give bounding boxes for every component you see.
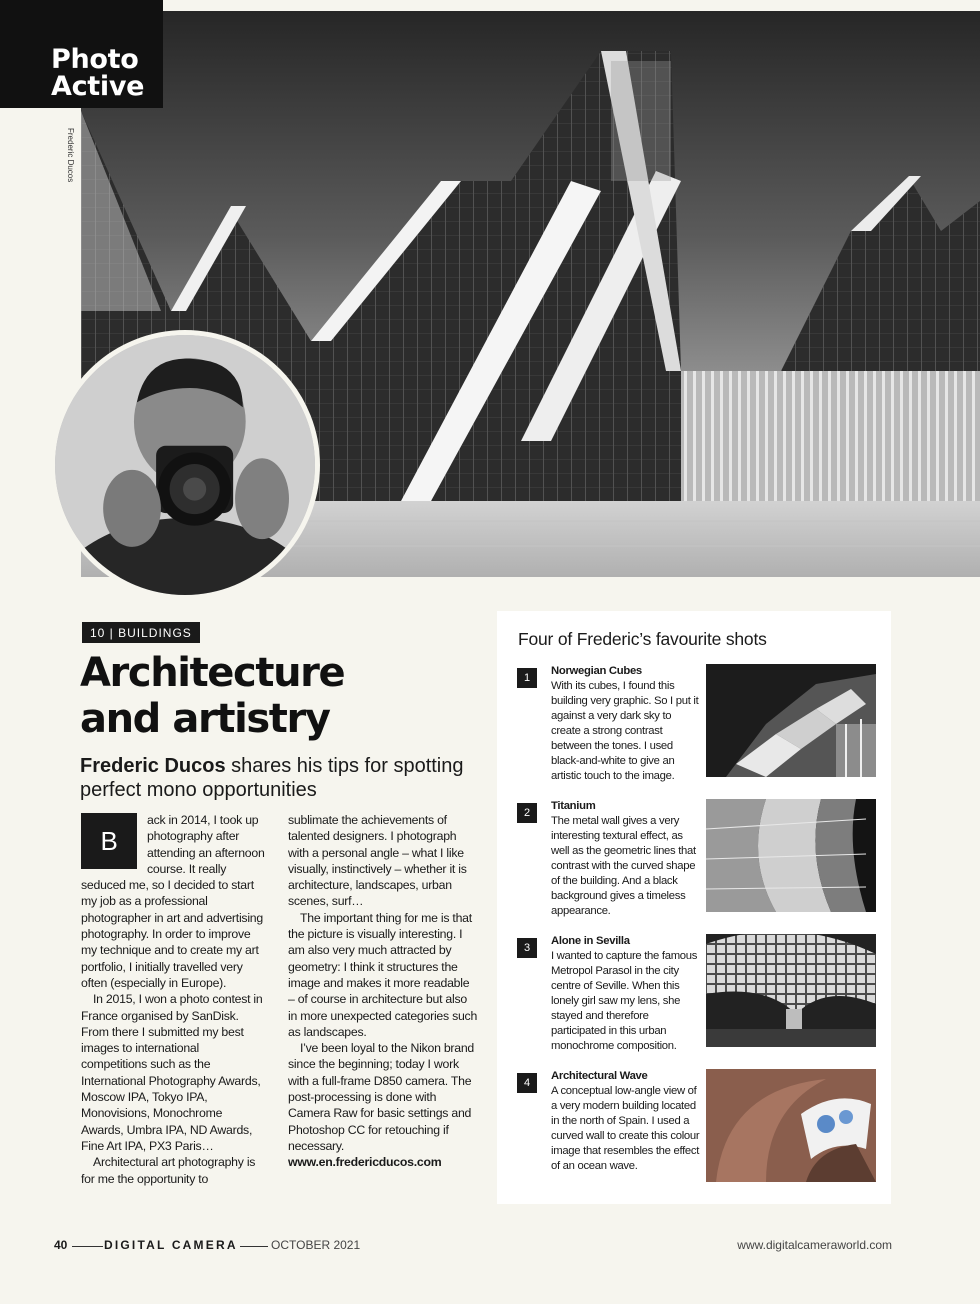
photo-credit <box>63 128 75 183</box>
page-number: 40 <box>54 1238 68 1252</box>
body-paragraph: The important thing for me is that the picture is visually interesting. I am also very much attracted by geometry: I think it structures the image and makes it more readable – of course in architecture but also in more unexpected categories such as landscapes. <box>288 910 478 1039</box>
favourite-shots-sidebar <box>497 611 891 1204</box>
headline <box>80 650 480 742</box>
shot-image-architectural-wave <box>706 1069 876 1182</box>
body-paragraph: I’ve been loyal to the Nikon brand since the beginning; today I work with a full-frame D850 camera. The post-processing is done with Camera Raw for basic settings and Photoshop CC for retouching if necessary. <box>288 1041 475 1153</box>
body-column-2 <box>288 812 478 1171</box>
shot-caption <box>551 934 703 1054</box>
drop-cap: B <box>81 813 137 869</box>
headline-line-1: Architecture <box>80 650 345 696</box>
body-paragraph-text: ack in 2014, I took up photography after attending an afternoon course. It really seduced me, so I decided to start my job as a professional photographer in art and advertising photography. In order to improve my technique and to create my art portfolio, I initially travelled very often (especially in Europe). <box>81 813 265 990</box>
magazine-name: DIGITAL CAMERA <box>104 1238 238 1252</box>
shot-image-alone-in-sevilla <box>706 934 876 1047</box>
website-url[interactable]: www.digitalcameraworld.com <box>737 1238 892 1252</box>
headline-line-2: and artistry <box>80 696 330 742</box>
section-tag: 10 | BUILDINGS <box>82 622 200 643</box>
shot-description: With its cubes, I found this building very graphic. So I put it against a very dark sky to create a strong contrast between the tones. I used black-and-white to give an artistic touch to the image. <box>551 680 699 782</box>
shot-caption <box>551 1069 703 1174</box>
footer-rule <box>240 1246 268 1247</box>
shot-title: Titanium <box>551 800 596 812</box>
photographer-portrait <box>50 330 320 600</box>
shot-title: Norwegian Cubes <box>551 665 642 677</box>
shot-number: 3 <box>517 938 537 958</box>
shot-title: Alone in Sevilla <box>551 935 630 947</box>
website-link[interactable]: www.en.fredericducos.com <box>288 1155 442 1170</box>
badge-line-1: Photo <box>51 44 139 75</box>
sidebar-title: Four of Frederic’s favourite shots <box>518 629 767 649</box>
shot-title: Architectural Wave <box>551 1070 648 1082</box>
badge-line-2: Active <box>51 71 145 102</box>
shot-number: 4 <box>517 1073 537 1093</box>
shot-description: A conceptual low-angle view of a very modern building located in the north of Spain. I used a curved wall to create this colour image that resembles the effect of an ocean wave. <box>551 1085 700 1172</box>
body-paragraph: sublimate the achievements of talented designers. I photograph with a personal angle – what I like visually, instinctively – whether it is architecture, landscapes, urban scenes, surf… <box>288 813 467 909</box>
standfirst <box>80 754 480 802</box>
standfirst-author: Frederic Ducos <box>80 755 226 777</box>
issue-date: OCTOBER 2021 <box>271 1238 361 1252</box>
shot-image-titanium <box>706 799 876 912</box>
footer-rule <box>72 1246 103 1247</box>
shot-item <box>517 799 877 919</box>
body-column-1 <box>81 812 267 1187</box>
body-paragraph: In 2015, I won a photo contest in France organised by SanDisk. From there I submitted my best images to international competitions such as the International Photography Awards, Moscow IPA, Tokyo IPA, Monovisions, Monochrome Awards, Umbra IPA, ND Awards, Fine Art IPA, PX3 Paris… <box>81 992 263 1153</box>
page-footer <box>54 1238 892 1256</box>
standfirst-text: shares his tips for spotting perfect mono opportunities <box>80 755 464 801</box>
shot-item <box>517 934 877 1054</box>
photo-credit-text: Frederic Ducos <box>66 128 75 183</box>
section-badge <box>0 0 163 108</box>
shot-item <box>517 664 877 784</box>
shot-number: 2 <box>517 803 537 823</box>
shot-description: I wanted to capture the famous Metropol Parasol in the city centre of Seville. When this lonely girl saw my lens, she stayed and therefore participated in this urban monochrome composition. <box>551 950 698 1052</box>
shot-description: The metal wall gives a very interesting textural effect, as well as the geometric lines that contrast with the curved shape of the building. And a black background gives a timeless appearance. <box>551 815 696 917</box>
body-paragraph <box>81 812 267 991</box>
shot-image-norwegian-cubes <box>706 664 876 777</box>
shot-item <box>517 1069 877 1189</box>
shot-caption <box>551 664 703 784</box>
shot-caption <box>551 799 703 919</box>
shot-number: 1 <box>517 668 537 688</box>
body-paragraph: Architectural art photography is for me the opportunity to <box>81 1155 256 1186</box>
